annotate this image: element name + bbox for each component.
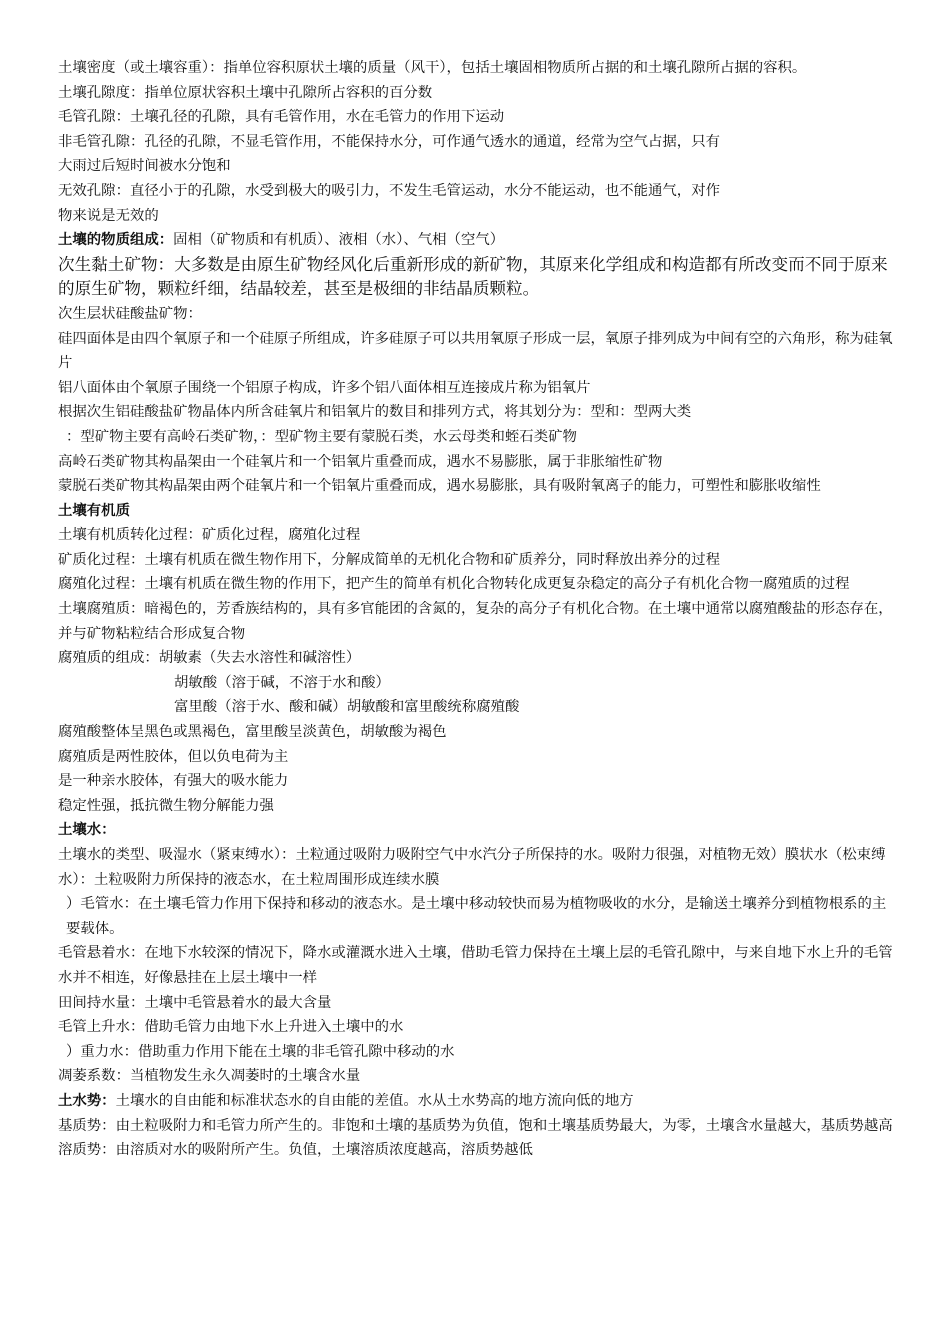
text-line: 铝八面体由个氧原子围绕一个铝原子构成，许多个铝八面体相互连接成片称为铝氧片 (58, 379, 591, 396)
text-line: 腐殖酸整体呈黑色或黑褐色，富里酸呈淡黄色，胡敏酸为褐色 (58, 724, 447, 741)
text-line: 土壤有机质转化过程：矿质化过程，腐殖化过程 (58, 527, 361, 544)
text-line: 非毛管孔隙：孔径的孔隙，不显毛管作用，不能保持水分，可作通气透水的通道，经常为空气占据，只有 (58, 133, 720, 150)
text-line: 土壤腐殖质：暗褐色的，芳香族结构的，具有多官能团的含氮的，复杂的高分子有机化合物。在土壤中通常以腐殖酸盐的形态存在，并与矿物粘粒结合形成复合物 (58, 601, 893, 642)
text-line: 根据次生铝硅酸盐矿物晶体内所含硅氧片和铝氧片的数目和排列方式，将其划分为：型和：型两大类 (58, 404, 692, 421)
text-line: 腐殖质是两性胶体，但以负电荷为主 (58, 748, 289, 765)
text-line: 胡敏酸（溶于碱，不溶于水和酸） (174, 674, 390, 691)
text-line: 次生黏土矿物：大多数是由原生矿物经风化后重新形成的新矿物，其原来化学组成和构造都有所改变而不同于原来的原生矿物，颗粒纤细，结晶较差，甚至是极细的非结晶质颗粒。 (58, 254, 888, 299)
text-line: 土壤水的类型、吸湿水（紧束缚水）：土粒通过吸附力吸附空气中水汽分子所保持的水。吸附力很强，对植物无效）膜状水（松束缚水）：土粒吸附力所保持的液态水，在土粒周围形成连续水膜 (58, 847, 886, 888)
section-heading-text: 固相（矿物质和有机质）、液相（水）、气相（空气） (173, 232, 505, 249)
text-line: 毛管上升水：借助毛管力由地下水上升进入土壤中的水 (58, 1019, 404, 1036)
section-line (58, 228, 894, 253)
section-heading: 土水势： (58, 1092, 116, 1109)
text-line: ）毛管水：在土壤毛管力作用下保持和移动的液态水。是土壤中移动较快而易为植物吸收的水分，是输送土壤养分到植物根系的主要载体。 (66, 896, 887, 937)
text-line: 富里酸（溶于水、酸和碱）胡敏酸和富里酸统称腐殖酸 (174, 699, 520, 716)
text-line: 毛管悬着水：在地下水较深的情况下，降水或灌溉水进入土壤，借助毛管力保持在土壤上层的毛管孔隙中，与来自地下水上升的毛管水并不相连，好像悬挂在上层土壤中一样 (58, 945, 893, 986)
text-line: 土壤密度（或土壤容重）：指单位容积原状土壤的质量（风干），包括土壤固相物质所占据的和土壤孔隙所占据的容积。 (58, 60, 807, 76)
text-line: 田间持水量：土壤中毛管悬着水的最大含量 (58, 994, 332, 1011)
text-line: 是一种亲水胶体，有强大的吸水能力 (58, 773, 289, 790)
section-heading-text: 土壤水的自由能和标准状态水的自由能的差值。水从土水势高的地方流向低的地方 (115, 1092, 634, 1109)
text-line: ）重力水：借助重力作用下能在土壤的非毛管孔隙中移动的水 (66, 1043, 455, 1060)
text-line: 无效孔隙：直径小于的孔隙，水受到极大的吸引力，不发生毛管运动，水分不能运动，也不能通气，对作 (58, 182, 720, 199)
text-line: 腐殖质的组成：胡敏素（失去水溶性和碱溶性） (58, 650, 361, 667)
text-line: 稳定性强，抵抗微生物分解能力强 (58, 797, 274, 814)
document-page (58, 56, 894, 1163)
text-line: 腐殖化过程：土壤有机质在微生物的作用下，把产生的简单有机化合物转化成更复杂稳定的高分子有机化合物一腐殖质的过程 (58, 576, 850, 593)
section-line (58, 1089, 894, 1114)
text-line: 大雨过后短时间被水分饱和 (58, 158, 231, 175)
text-line: 蒙脱石类矿物其构晶架由两个硅氧片和一个铝氧片重叠而成，遇水易膨胀，具有吸附氧离子的能力，可塑性和膨胀收缩性 (58, 478, 821, 495)
text-line: 毛管孔隙：土壤孔径的孔隙，具有毛管作用，水在毛管力的作用下运动 (58, 109, 505, 126)
text-line: 硅四面体是由四个氧原子和一个硅原子所组成，许多硅原子可以共用氧原子形成一层，氧原子排列成为中间有空的六角形，称为硅氧片 (58, 330, 893, 372)
text-line: 次生层状硅酸盐矿物： (58, 305, 202, 322)
text-line: 矿质化过程：土壤有机质在微生物作用下，分解成简单的无机化合物和矿质养分，同时释放出养分的过程 (58, 551, 720, 568)
text-line: ：型矿物主要有高岭石类矿物，：型矿物主要有蒙脱石类，水云母类和蛭石类矿物 (66, 428, 577, 445)
text-line: 土壤孔隙度：指单位原状容积土壤中孔隙所占容积的百分数 (58, 84, 433, 101)
section-heading: 土壤水： (58, 822, 116, 839)
section-heading: 土壤的物质组成： (58, 232, 174, 249)
text-line: 溶质势：由溶质对水的吸附所产生。负值，土壤溶质浓度越高，溶质势越低 (58, 1142, 533, 1159)
text-line: 高岭石类矿物其构晶架由一个硅氧片和一个铝氧片重叠而成，遇水不易膨胀，属于非胀缩性矿物 (58, 453, 663, 470)
text-line: 基质势：由土粒吸附力和毛管力所产生的。非饱和土壤的基质势为负值，饱和土壤基质势最大，为零，土壤含水量越大，基质势越高 (58, 1117, 893, 1134)
text-line: 物来说是无效的 (58, 207, 159, 224)
section-heading: 土壤有机质 (58, 502, 130, 519)
text-line: 凋萎系数：当植物发生永久凋萎时的土壤含水量 (58, 1068, 361, 1085)
